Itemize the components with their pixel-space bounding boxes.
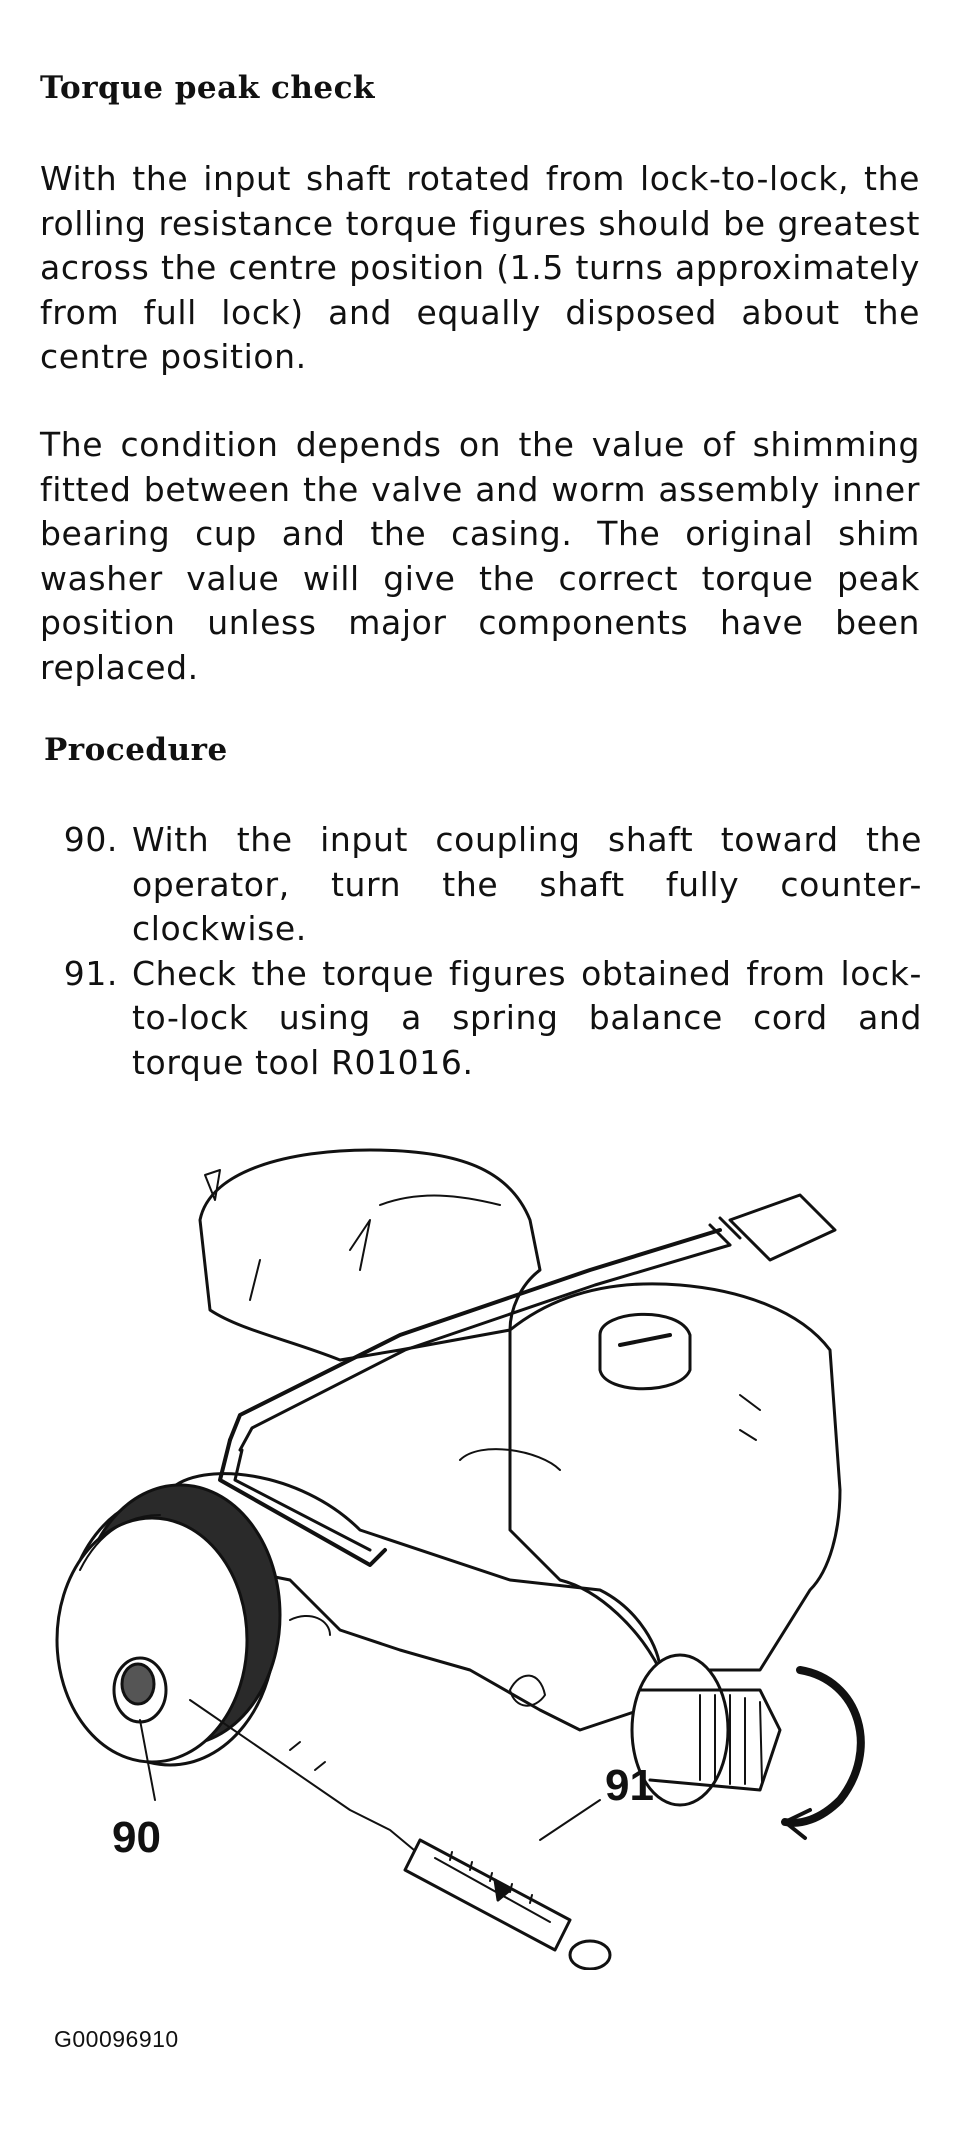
step-91 xyxy=(40,952,922,1086)
intro-paragraph: With the input shaft rotated from lock-to-lock, the rolling resistance torque figures should be greatest across the centre position (1.5 turns approximately from full lock) and equally disposed about the centre position. xyxy=(40,159,920,377)
torque-peak-heading: Torque peak check xyxy=(40,70,375,106)
procedure-steps xyxy=(40,818,922,1086)
step-text: With the input coupling shaft toward the operator, turn the shaft fully counter-clockwise. xyxy=(132,820,922,949)
step-90 xyxy=(40,818,922,952)
step-number: 91. xyxy=(63,953,118,993)
steering-box-illustration xyxy=(40,1110,920,1970)
callout-90: 90 xyxy=(112,1813,161,1862)
procedure-heading: Procedure xyxy=(44,732,228,768)
step-number: 90. xyxy=(63,820,118,859)
step-text: Check the torque figures obtained from lock-to-lock using a spring balance cord and torque tool R01016. xyxy=(132,953,922,1082)
figure-code: G00096910 xyxy=(54,2026,179,2052)
condition-paragraph: The condition depends on the value of shimming fitted between the valve and worm assembly inner bearing cup and the casing. The original shim washer value will give the correct torque peak position unless major components have been replaced. xyxy=(40,425,920,687)
callout-91: 91 xyxy=(605,1761,654,1810)
